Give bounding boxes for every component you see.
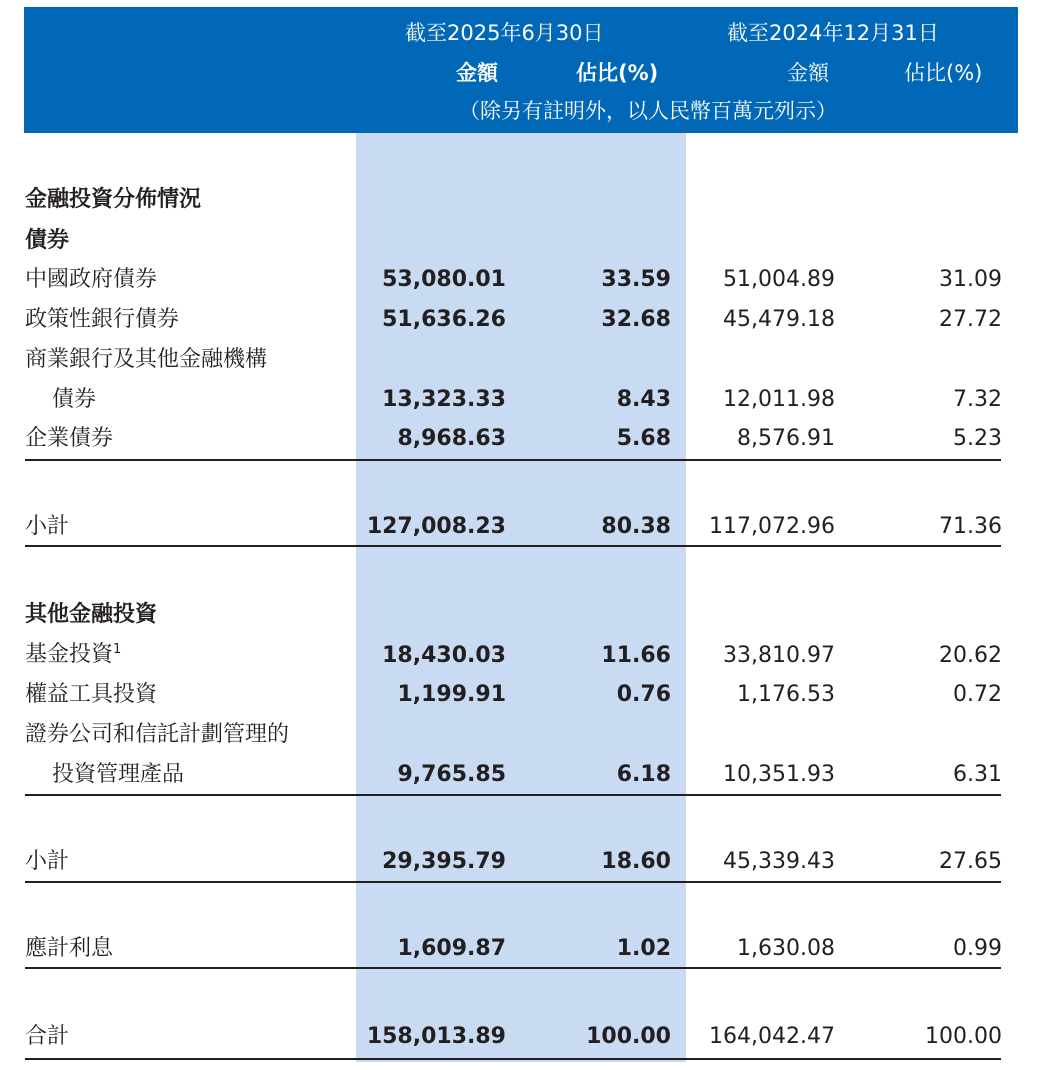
amount-2025: 127,008.23 — [366, 514, 506, 539]
amount-2024: 1,630.08 — [737, 936, 835, 961]
share-2024: 0.99 — [953, 936, 1002, 961]
share-2024: 71.36 — [939, 514, 1002, 539]
divider — [25, 967, 1001, 969]
amount-2025: 53,080.01 — [382, 267, 506, 292]
amount-2024: 45,339.43 — [723, 849, 835, 874]
amount-2024: 45,479.18 — [723, 307, 835, 332]
amount-2025: 158,013.89 — [366, 1024, 506, 1049]
row-label: 權益工具投資 — [25, 682, 158, 707]
amount-2024: 51,004.89 — [723, 267, 835, 292]
row-label-line1: 證券公司和信託計劃管理的 — [25, 722, 290, 747]
section-title-other: 其他金融投資 — [25, 602, 158, 627]
row-label: 政策性銀行債券 — [25, 307, 180, 332]
amount-2024: 1,176.53 — [737, 682, 835, 707]
amount-2025: 1,199.91 — [397, 682, 506, 707]
amount-2025: 1,609.87 — [397, 936, 506, 961]
row-label: 合計 — [25, 1024, 70, 1049]
period-2024-heading: 截至2024年12月31日 — [727, 21, 939, 45]
share-2024: 27.72 — [939, 307, 1002, 332]
share-2025: 1.02 — [616, 936, 671, 961]
amount-2025: 13,323.33 — [382, 387, 506, 412]
row-label-line2: 投資管理產品 — [52, 762, 185, 787]
share-2025: 0.76 — [616, 682, 671, 707]
share-2024: 0.72 — [953, 682, 1002, 707]
share-2025: 18.60 — [601, 849, 671, 874]
divider — [25, 459, 1001, 461]
row-label: 應計利息 — [25, 936, 114, 961]
row-label: 中國政府債券 — [25, 267, 158, 292]
amount-2024: 117,072.96 — [709, 514, 835, 539]
footnote-marker: 1 — [113, 642, 122, 657]
share-2025: 100.00 — [586, 1024, 671, 1049]
divider — [25, 545, 1001, 547]
unit-note: （除另有註明外，以人民幣百萬元列示） — [459, 99, 837, 123]
amount-2024: 164,042.47 — [709, 1024, 835, 1049]
total-divider — [25, 1058, 1001, 1060]
amount-2025: 29,395.79 — [382, 849, 506, 874]
amount-2024: 12,011.98 — [723, 387, 835, 412]
amount-2024: 33,810.97 — [723, 643, 835, 668]
row-label-text: 基金投資 — [25, 642, 114, 667]
share-2025: 80.38 — [601, 514, 671, 539]
share-2024: 5.23 — [953, 426, 1002, 451]
row-label — [25, 642, 121, 668]
divider — [25, 794, 1001, 796]
share-2025: 11.66 — [601, 643, 671, 668]
row-label-line1: 商業銀行及其他金融機構 — [25, 347, 268, 372]
share-2025: 32.68 — [601, 307, 671, 332]
amount-header-2024: 金額 — [787, 61, 829, 85]
amount-2025: 8,968.63 — [397, 426, 506, 451]
table-header — [24, 7, 1018, 133]
row-label: 小計 — [25, 849, 70, 874]
share-2024: 31.09 — [939, 267, 1002, 292]
amount-2025: 9,765.85 — [397, 762, 506, 787]
share-2025: 6.18 — [616, 762, 671, 787]
row-label: 企業債券 — [25, 426, 114, 451]
share-2024: 7.32 — [953, 387, 1002, 412]
period-2025-heading: 截至2025年6月30日 — [405, 21, 604, 45]
share-2024: 20.62 — [939, 643, 1002, 668]
amount-2025: 18,430.03 — [382, 643, 506, 668]
share-2024: 27.65 — [939, 849, 1002, 874]
share-header-2025: 佔比(%) — [576, 61, 659, 85]
share-header-2024: 佔比(%) — [904, 61, 983, 85]
row-label-line2: 債券 — [52, 387, 97, 412]
share-2025: 33.59 — [601, 267, 671, 292]
share-2024: 100.00 — [925, 1024, 1002, 1049]
divider — [25, 881, 1001, 883]
amount-header-2025: 金額 — [456, 61, 498, 85]
share-2025: 5.68 — [616, 426, 671, 451]
section-title-bonds: 債券 — [25, 228, 70, 253]
share-2024: 6.31 — [953, 762, 1002, 787]
amount-2024: 10,351.93 — [723, 762, 835, 787]
amount-2024: 8,576.91 — [737, 426, 835, 451]
row-label: 小計 — [25, 514, 70, 539]
share-2025: 8.43 — [616, 387, 671, 412]
amount-2025: 51,636.26 — [382, 307, 506, 332]
section-title-distribution: 金融投資分佈情況 — [25, 187, 202, 212]
